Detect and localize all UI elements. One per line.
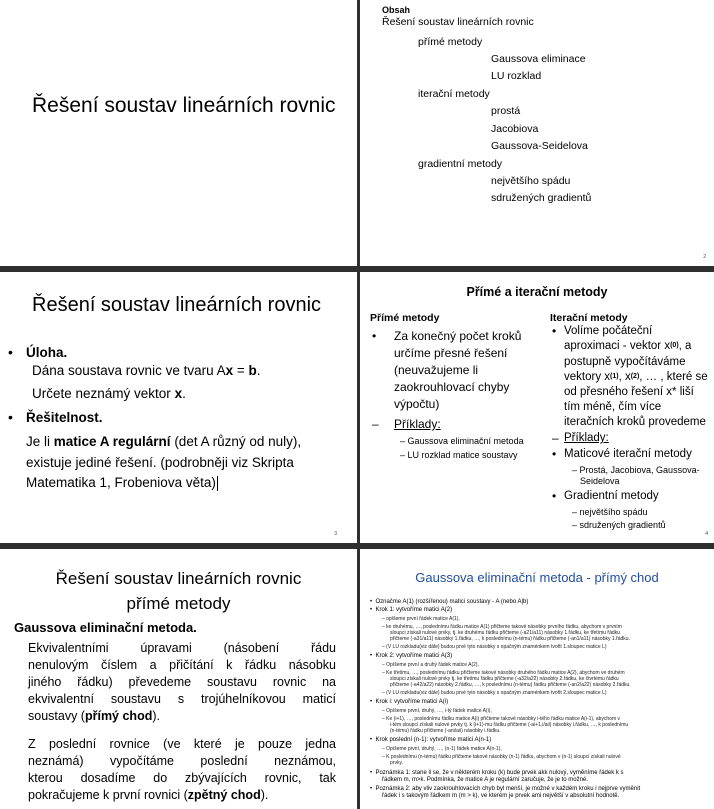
paragraph: Z poslední rovnice (ve které je pouze jedna neznámá) vypočítáme poslední neznámou, kterou dosadíme do zbývajících rovnic, tak pokračujeme k první rovnici (zpětný chod). xyxy=(28,737,336,802)
text-line: iteračních kroků provedeme xyxy=(564,416,706,428)
example-item: – Gaussova eliminační metoda xyxy=(400,436,524,446)
slide-title: Řešení soustav lineárních rovnic xyxy=(55,569,302,588)
bullet: – xyxy=(552,431,559,445)
text-line: – Ke třetímu, …, poslednímu řádku přičteme takové násobky druhého řádku matice A(2), abychom ve druhém xyxy=(382,670,625,676)
text-line: – ke druhému, …, poslednímu řádku matice A(1) přičteme takové násobky prvního řádku, abychom v prvním xyxy=(382,624,622,630)
text-line: vektory $x^{(1)}$, $x^{(2)}$, … , které se xyxy=(564,371,708,383)
contents-item: Gaussova-Seidelova xyxy=(491,140,588,152)
slide-title: Řešení soustav lineárních rovnic xyxy=(32,94,336,117)
contents-item: sdružených gradientů xyxy=(491,192,592,204)
page-number: 4 xyxy=(705,531,708,537)
list-item: – sdružených gradientů xyxy=(572,520,666,530)
text-line: – (V LU rozkladu(viz dále) budou prvé tyto násobky s opačným znaménkem tvořit 2.sloupec matice L) xyxy=(382,690,607,696)
text-line: – (V LU rozkladu(viz dále) budou prvé tyto násobky s opačným znaménkem tvořit 1.sloupec matice L) xyxy=(382,644,607,650)
task-label: Úloha. xyxy=(26,345,68,360)
text-line: sloupci získali nulové prvky, tj. ke druhému řádku přičteme (-a21/a11) násobky 1.řádku, ke třetímu řádku xyxy=(390,630,620,636)
slide-title: Řešení soustav lineárních rovnic xyxy=(32,294,322,316)
bullet: – xyxy=(372,417,379,431)
text-line: určíme přesné řešení xyxy=(394,346,508,360)
section-heading: Gaussova eliminační metoda. xyxy=(14,620,197,635)
paragraph: Ekvivalentními úpravami (násobení řádu nenulovým číslem a přičítání k řádku násobku jiného řádku) převedeme soustavu rovnic na ekvivalentní soustavu s trojúhelníkovou maticí soustavy (přímý chod). xyxy=(28,641,336,723)
text-line: postupně vypočítáváme xyxy=(564,356,686,368)
solvability-label: Řešitelnost. xyxy=(26,410,103,425)
slide-4[interactable] xyxy=(360,272,714,543)
text-line: • Označme A(1) (rozšířenou) matici soustavy - A (nebo A|b) xyxy=(370,599,529,605)
task-line: Určete neznámý vektor x. xyxy=(32,386,186,401)
task-line: Dána soustava rovnic ve tvaru Ax = b. xyxy=(32,363,261,378)
text-line: přičteme (-a42/a22) násobky 2.řádku, …, k poslednímu (n-tému) řádku přičteme (-an2/a22) násobky 2.řádku. xyxy=(390,682,631,688)
text-line: • Krok i: vytvoříme matici A(i) xyxy=(370,699,449,705)
bullet: • xyxy=(8,409,13,425)
text-line: sloupci získali nulové prvky tj. ke třetímu řádku přičteme (-a32/a22) násobky 2.řádku, ke čtvrtému řádku xyxy=(390,676,619,682)
slide-6[interactable] xyxy=(360,549,714,809)
contents-item: LU rozklad xyxy=(491,70,542,82)
bullet: • xyxy=(372,329,377,343)
bullet: • xyxy=(552,447,557,461)
examples-label: Příklady: xyxy=(394,417,441,431)
contents-item: Gaussova eliminace xyxy=(491,53,586,65)
text-line: – Opíšeme první a druhý řádek matice A(2), xyxy=(382,662,479,668)
text-line: • Krok 2: vytvoříme matici A(3) xyxy=(370,653,453,659)
list-item: – největšího spádu xyxy=(572,507,648,517)
slide-5[interactable] xyxy=(0,549,357,809)
contents-heading: Obsah xyxy=(382,5,411,15)
text-line: (n-tému) řádku přičteme (-ani/aii) násobky i.řádku. xyxy=(390,728,501,734)
slide-title: Přímé a iterační metody xyxy=(466,285,608,299)
text-line: výpočtu) xyxy=(394,397,440,411)
text-cursor xyxy=(217,476,218,491)
bullet: • xyxy=(552,489,557,503)
solvability-line: Je li matice A regulární (det A různý od nuly), xyxy=(26,434,302,449)
page-number: 2 xyxy=(703,254,706,260)
text-line: od přesného řešení x* liší xyxy=(564,386,694,398)
contents-item: Jacobiova xyxy=(491,123,539,135)
example-item: – LU rozklad matice soustavy xyxy=(400,450,518,460)
text-line: i-tém sloupci získali nulové prvky tj. k (i+1)-mu řádku přičteme (-ai+1,i/aii) násobky i.řádku, …, k poslednímu xyxy=(390,722,629,728)
text-line: – Opíšeme první, druhý, …, (n-1) řádek matice A(n-1), xyxy=(382,746,502,752)
list-item: Seidelova xyxy=(580,476,620,486)
text-line: – K poslednímu (n-tému) řádku přičteme takové násobky (n-1) řádku, abychom v (n-1) sloupci získali nulové xyxy=(382,754,621,760)
text-line: • Poznámka 1: stane li se, že v některém kroku (k) bude prvek akk nulový, vyměníme řádek k s xyxy=(370,770,624,776)
solvability-line: existuje jediné řešení. (podrobněji viz Skripta xyxy=(26,455,294,470)
slide-1[interactable] xyxy=(0,0,357,266)
text-line: tím méně, čím více xyxy=(564,401,662,413)
text-line: – Opíšeme první, druhý, …, i-tý řádek matice A(i), xyxy=(382,708,492,714)
text-line: – opíšeme první řádek matice A(1), xyxy=(382,616,460,622)
text-line: • Krok 1: vytvoříme matici A(2) xyxy=(370,607,453,613)
slide-subtitle: přímé metody xyxy=(126,594,231,613)
text-line: Maticové iterační metody xyxy=(564,448,692,460)
solvability-line: Matematika 1, Frobeniova věta) xyxy=(26,475,216,490)
text-line: • Poznámka 2: aby vliv zaokrouhlovacích chyb byl menší, je možné v každém kroku i nejprve vyměnit xyxy=(370,786,641,792)
slide-2-contents[interactable] xyxy=(360,0,714,266)
contents-item: největšího spádu xyxy=(491,175,571,187)
contents-item: iterační metody xyxy=(418,88,490,100)
text-line: • Krok poslední (n-1): vytvoříme matici A(n-1) xyxy=(370,737,492,743)
contents-item: Řešení soustav lineárních rovnic xyxy=(382,16,534,28)
text-line: prvky. xyxy=(390,760,403,766)
text-line: Gradientní metody xyxy=(564,490,659,502)
text-line: Volíme počáteční xyxy=(564,325,653,337)
slide-3[interactable] xyxy=(0,272,357,543)
text-line: řádek i s takovým řádkem m (m > k), ve kterém je prvek ami největší v absolutní hodnotě. xyxy=(382,793,620,799)
text-line: (neuvažujeme li xyxy=(394,363,479,377)
page-number: 3 xyxy=(334,531,337,537)
list-item: – Prostá, Jacobiova, Gaussova- xyxy=(572,465,700,475)
direct-methods-heading: Přímé metody xyxy=(370,312,440,324)
text-line: aproximaci - vektor $x^{(0)}$, a xyxy=(564,340,692,352)
examples-label: Příklady: xyxy=(564,432,609,444)
bullet: • xyxy=(8,344,13,360)
text-line: přičteme (-a31/a11) násobky 1.řádku, …, k poslednímu (n-tému) řádku přičteme (-an1/a11) násobky 1.řádku. xyxy=(390,636,630,642)
text-line: zaokrouhlovací chyby xyxy=(394,380,510,394)
text-line: řádkem m, m>k. Podmínka, že matice A je regulární zaručuje, že je to možné. xyxy=(382,777,588,783)
contents-item: přímé metody xyxy=(418,36,483,48)
contents-item: prostá xyxy=(491,105,521,117)
iterative-methods-heading: Iterační metody xyxy=(550,312,628,324)
text-line: Za konečný počet kroků xyxy=(394,329,522,343)
bullet: • xyxy=(552,324,557,338)
text-line: – Ke (i+1), …, poslednímu řádku matice A(i) přičteme takové násobky i-tého řádku matice A(i-1), abychom v xyxy=(382,716,621,722)
slide-title: Gaussova eliminační metoda - přímý chod xyxy=(415,570,659,585)
contents-item: gradientní metody xyxy=(418,158,503,170)
